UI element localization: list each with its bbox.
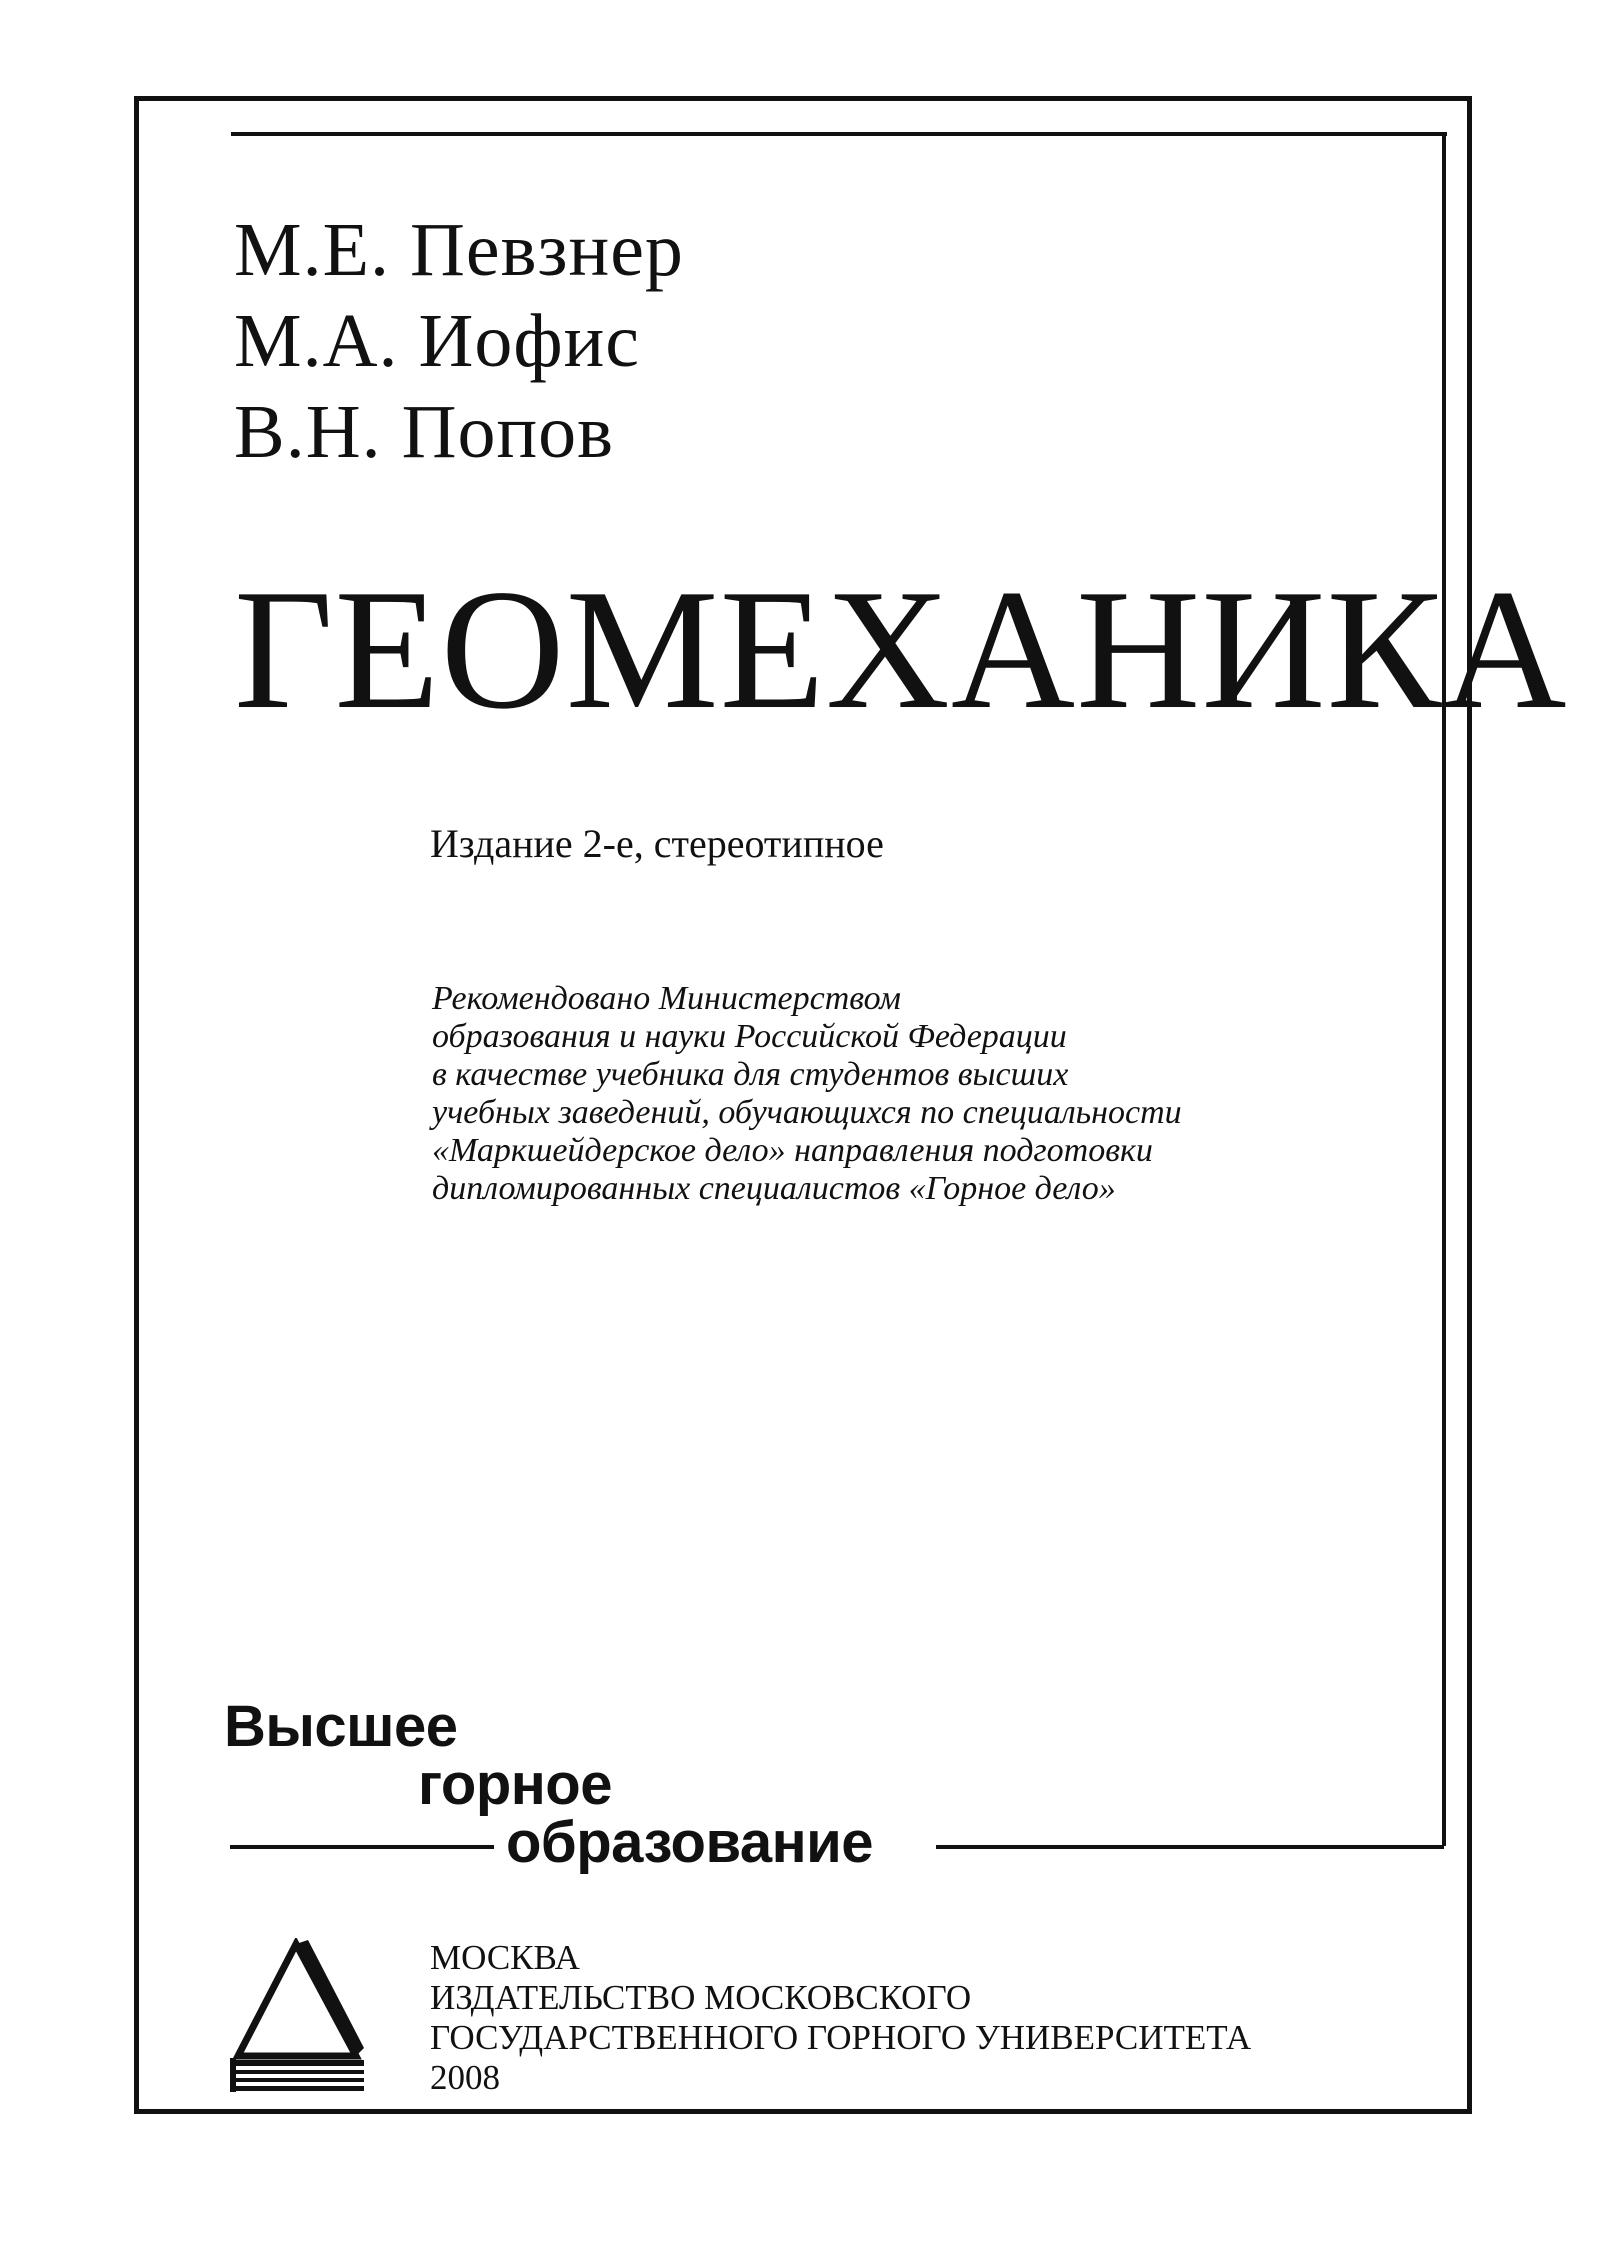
imprint-publisher-line-2: ГОСУДАРСТВЕННОГО ГОРНОГО УНИВЕРСИТЕТА	[430, 2018, 1252, 2057]
ministry-recommendation	[432, 980, 1182, 1208]
recommendation-line: Рекомендовано Министерством	[432, 980, 901, 1017]
imprint-year: 2008	[430, 2058, 500, 2097]
recommendation-line: образования и науки Российской Федерации	[432, 1018, 1067, 1055]
recommendation-line: в качестве учебника для студентов высших	[432, 1056, 1069, 1093]
series-title-line-1: Высшее	[224, 1694, 458, 1759]
author-list	[234, 205, 684, 478]
recommendation-line: учебных заведений, обучающихся по специальности	[432, 1094, 1182, 1131]
author-name: В.Н. Попов	[234, 390, 615, 474]
series-title-line-2: горное	[418, 1752, 612, 1817]
series-rule-left	[230, 1845, 494, 1849]
recommendation-line: «Маркшейдерское дело» направления подготовки	[432, 1132, 1153, 1169]
publisher-imprint	[430, 1938, 1251, 2098]
series-title-line-3: образование	[506, 1810, 874, 1875]
series-rule-right	[936, 1845, 1444, 1849]
author-name: М.Е. Певзнер	[234, 208, 684, 292]
imprint-city: МОСКВА	[430, 1938, 580, 1977]
inner-frame-right-line	[1442, 132, 1446, 1846]
edition-note: Издание 2-е, стереотипное	[430, 821, 884, 866]
recommendation-line: дипломированных специалистов «Горное дело»	[432, 1170, 1116, 1207]
author-name: М.А. Иофис	[234, 299, 640, 383]
book-title: ГЕОМЕХАНИКА	[234, 555, 1568, 745]
imprint-publisher-line-1: ИЗДАТЕЛЬСТВО МОСКОВСКОГО	[430, 1978, 972, 2017]
mountain-book-logo-icon	[228, 1938, 368, 2092]
inner-frame-top-line	[231, 132, 1447, 136]
